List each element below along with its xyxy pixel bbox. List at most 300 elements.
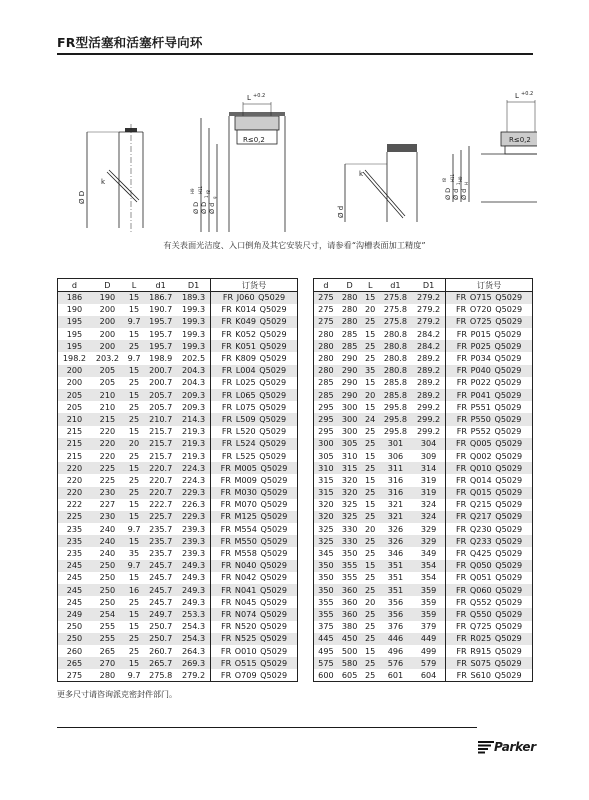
right-d1-sub: 1 bbox=[456, 182, 461, 185]
table-cell: 319 bbox=[420, 474, 437, 485]
table-cell: 202.5 bbox=[181, 353, 206, 364]
table-cell: 351 bbox=[379, 560, 412, 572]
table-cell: 260.7 bbox=[149, 645, 173, 656]
table-row bbox=[314, 340, 533, 352]
table-cell: FR M009 Q5029 bbox=[211, 474, 298, 486]
table-cell: 254 bbox=[91, 608, 124, 620]
table-cell: 25 bbox=[124, 413, 144, 425]
table-cell: 25 bbox=[365, 353, 376, 364]
middle-D1-sub: 1 bbox=[204, 195, 209, 198]
table-cell: 200 bbox=[91, 316, 124, 328]
table-cell: 359 bbox=[412, 584, 446, 596]
middle-diagram-group bbox=[190, 93, 285, 232]
table-cell: 199.3 bbox=[181, 304, 206, 315]
table-cell: 325 bbox=[314, 535, 338, 547]
table-cell: 265 bbox=[99, 645, 116, 656]
installation-note: 有关表面光洁度、入口倒角及其它安装尺寸，请参看“沟槽表面加工精度” bbox=[163, 240, 426, 250]
table-cell: FR P550 Q5029 bbox=[446, 413, 533, 425]
table-cell: 449 bbox=[412, 633, 446, 645]
table-cell: FR P025 Q5029 bbox=[446, 340, 533, 352]
table-cell: 250.7 bbox=[149, 621, 173, 632]
table-cell: FR N040 Q5029 bbox=[211, 560, 298, 572]
table-cell: FR R915 Q5029 bbox=[446, 645, 533, 657]
column-header: D1 bbox=[412, 279, 446, 292]
table-cell: 25 bbox=[128, 450, 140, 461]
table-cell: FR O010 Q5029 bbox=[211, 645, 298, 657]
dimension-table-right bbox=[313, 278, 533, 682]
table-row bbox=[58, 413, 298, 425]
table-cell: 255 bbox=[99, 621, 116, 632]
table-cell: 360 bbox=[338, 608, 362, 620]
table-cell: 280.8 bbox=[383, 328, 408, 339]
table-cell: 249.3 bbox=[181, 596, 206, 607]
table-cell: 9.7 bbox=[127, 353, 141, 364]
table-row bbox=[58, 523, 298, 535]
middle-dg-sub: g bbox=[212, 196, 217, 199]
table-cell: 299.2 bbox=[412, 413, 446, 425]
table-cell: 25 bbox=[361, 633, 378, 645]
table-cell: 195 bbox=[66, 328, 83, 339]
table-cell: 25 bbox=[361, 608, 378, 620]
table-row bbox=[58, 572, 298, 584]
table-cell: 245 bbox=[66, 596, 83, 607]
table-cell: 275 bbox=[66, 669, 83, 680]
table-cell: 205 bbox=[66, 401, 83, 412]
right-D-label: Ø D bbox=[444, 187, 452, 200]
table-row bbox=[314, 292, 533, 304]
table-row bbox=[314, 608, 533, 620]
table-cell: 255 bbox=[91, 633, 124, 645]
table-cell: 265.7 bbox=[144, 657, 177, 669]
table-cell: 320 bbox=[338, 487, 362, 499]
table-cell: 220 bbox=[58, 462, 91, 474]
table-cell: 280.8 bbox=[379, 340, 412, 352]
table-row bbox=[314, 633, 533, 645]
table-cell: 330 bbox=[338, 535, 362, 547]
table-cell: 229.3 bbox=[177, 511, 210, 523]
table-cell: 304 bbox=[412, 438, 446, 450]
table-cell: FR N045 Q5029 bbox=[211, 596, 298, 608]
table-cell: 250 bbox=[99, 572, 116, 583]
right-dh-sup: H9 bbox=[458, 176, 463, 182]
table-cell: 445 bbox=[314, 633, 338, 645]
table-cell: 204.3 bbox=[177, 365, 210, 377]
table-cell: 450 bbox=[338, 633, 362, 645]
table-cell: 215.7 bbox=[149, 426, 173, 437]
table-row bbox=[58, 316, 298, 328]
table-cell: 210 bbox=[58, 413, 91, 425]
table-row bbox=[58, 547, 298, 559]
table-cell: FR Q005 Q5029 bbox=[446, 438, 533, 450]
table-cell: 351 bbox=[379, 584, 412, 596]
left-diagram-group bbox=[78, 124, 143, 232]
table-row bbox=[58, 462, 298, 474]
table-cell: 316 bbox=[379, 487, 412, 499]
table-cell: FR N042 Q5029 bbox=[211, 572, 298, 584]
table-cell: 355 bbox=[338, 560, 362, 572]
table-row bbox=[314, 499, 533, 511]
table-cell: FR K051 Q5029 bbox=[211, 340, 298, 352]
table-cell: 220 bbox=[99, 450, 116, 461]
table-cell: 280 bbox=[341, 304, 358, 315]
table-row bbox=[314, 547, 533, 559]
table-row bbox=[58, 377, 298, 389]
table-cell: 245.7 bbox=[144, 560, 177, 572]
table-cell: 205 bbox=[91, 365, 124, 377]
table-row bbox=[58, 389, 298, 401]
table-cell: 222.7 bbox=[149, 499, 173, 510]
table-cell: 249.3 bbox=[181, 572, 206, 583]
table-cell: FR O515 Q5029 bbox=[211, 657, 298, 669]
table-cell: FR L025 Q5029 bbox=[211, 377, 298, 389]
table-cell: 20 bbox=[365, 304, 376, 315]
right-d1-label: Ø d bbox=[452, 188, 460, 200]
table-cell: 284.2 bbox=[412, 340, 446, 352]
table-cell: 235.7 bbox=[149, 523, 173, 534]
table-cell: 575 bbox=[314, 657, 338, 669]
table-cell: 270 bbox=[91, 657, 124, 669]
table-cell: 25 bbox=[361, 511, 378, 523]
table-cell: 195.7 bbox=[144, 316, 177, 328]
table-row bbox=[314, 304, 533, 316]
table-cell: 285 bbox=[338, 340, 362, 352]
table-row bbox=[314, 352, 533, 364]
table-cell: 227 bbox=[99, 499, 116, 510]
table-cell: FR M554 Q5029 bbox=[211, 523, 298, 535]
table-cell: 280.8 bbox=[383, 353, 408, 364]
table-cell: FR Q215 Q5029 bbox=[446, 499, 533, 511]
installation-diagram bbox=[57, 72, 537, 242]
table-cell: 235.7 bbox=[144, 535, 177, 547]
table-row bbox=[58, 608, 298, 620]
table-cell: 15 bbox=[361, 292, 378, 304]
table-cell: FR M125 Q5029 bbox=[211, 511, 298, 523]
table-cell: 326 bbox=[379, 535, 412, 547]
middle-L-tol: +0.2 bbox=[253, 93, 266, 99]
table-cell: 245 bbox=[58, 584, 91, 596]
table-row bbox=[58, 474, 298, 486]
table-cell: 25 bbox=[124, 340, 144, 352]
table-cell: 295 bbox=[318, 401, 334, 412]
table-cell: FR O715 Q5029 bbox=[446, 292, 533, 304]
table-cell: FR J060 Q5029 bbox=[211, 292, 298, 304]
table-cell: 320 bbox=[318, 499, 334, 510]
table-cell: FR N074 Q5029 bbox=[211, 608, 298, 620]
middle-dg-label: Ø d bbox=[208, 202, 216, 214]
table-cell: FR Q233 Q5029 bbox=[446, 535, 533, 547]
table-cell: 325 bbox=[338, 511, 362, 523]
table-cell: 239.3 bbox=[181, 548, 206, 559]
table-row bbox=[314, 621, 533, 633]
table-cell: 15 bbox=[361, 560, 378, 572]
table-cell: FR M558 Q5029 bbox=[211, 547, 298, 559]
table-cell: FR N525 Q5029 bbox=[211, 633, 298, 645]
table-cell: 249.3 bbox=[177, 560, 210, 572]
table-cell: 220 bbox=[91, 438, 124, 450]
table-cell: 25 bbox=[128, 645, 140, 656]
table-cell: 285 bbox=[314, 389, 338, 401]
column-header: L bbox=[361, 279, 378, 292]
table-cell: 299.2 bbox=[417, 401, 441, 412]
table-cell: FR Q015 Q5029 bbox=[446, 487, 533, 499]
table-cell: 200 bbox=[66, 377, 83, 388]
right-L-tol: +0.2 bbox=[521, 91, 534, 97]
table-cell: 25 bbox=[124, 487, 144, 499]
table-cell: 601 bbox=[387, 669, 404, 680]
table-cell: 200.7 bbox=[144, 365, 177, 377]
table-cell: 289.2 bbox=[412, 389, 446, 401]
table-cell: 290 bbox=[341, 353, 358, 364]
right-dh-label: Ø d bbox=[460, 188, 468, 200]
table-cell: 15 bbox=[128, 499, 140, 510]
table-cell: 199.3 bbox=[177, 316, 210, 328]
table-row bbox=[314, 413, 533, 425]
table-row bbox=[314, 474, 533, 486]
table-cell: 275.8 bbox=[149, 669, 173, 680]
table-cell: FR Q725 Q5029 bbox=[446, 621, 533, 633]
table-cell: FR P015 Q5029 bbox=[446, 328, 533, 340]
table-cell: 25 bbox=[365, 621, 376, 632]
table-cell: FR M005 Q5029 bbox=[211, 462, 298, 474]
table-cell: 285.8 bbox=[379, 389, 412, 401]
table-cell: FR O720 Q5029 bbox=[446, 304, 533, 316]
table-row bbox=[314, 462, 533, 474]
table-cell: 295.8 bbox=[383, 426, 408, 437]
table-cell: FR M550 Q5029 bbox=[211, 535, 298, 547]
table-row bbox=[58, 292, 298, 304]
table-row bbox=[58, 426, 298, 438]
table-row bbox=[58, 438, 298, 450]
table-cell: 280 bbox=[314, 365, 338, 377]
table-cell: FR K014 Q5029 bbox=[211, 304, 298, 316]
table-cell: 25 bbox=[365, 426, 376, 437]
right-d1-sup: H11 bbox=[450, 173, 455, 182]
table-row bbox=[58, 450, 298, 462]
table-cell: 245 bbox=[58, 560, 91, 572]
table-cell: 25 bbox=[361, 487, 378, 499]
table-cell: 25 bbox=[365, 669, 376, 680]
table-cell: 186 bbox=[58, 292, 91, 304]
column-header: d bbox=[314, 279, 338, 292]
table-cell: 15 bbox=[124, 292, 144, 304]
table-cell: FR Q425 Q5029 bbox=[446, 547, 533, 559]
table-row bbox=[314, 450, 533, 462]
table-header-row bbox=[58, 279, 298, 292]
parker-logo-wordmark: Parker bbox=[494, 740, 536, 754]
table-cell: 25 bbox=[128, 401, 140, 412]
table-cell: 199.3 bbox=[181, 328, 206, 339]
table-cell: 245.7 bbox=[149, 596, 173, 607]
table-cell: 219.3 bbox=[181, 450, 206, 461]
table-row bbox=[314, 438, 533, 450]
table-cell: 235.7 bbox=[149, 548, 173, 559]
table-cell: 224.3 bbox=[181, 474, 206, 485]
table-row bbox=[58, 657, 298, 669]
table-cell: 220 bbox=[66, 474, 83, 485]
table-cell: 204.3 bbox=[181, 377, 206, 388]
table-cell: 15 bbox=[365, 474, 376, 485]
table-cell: 220.7 bbox=[144, 487, 177, 499]
table-cell: 380 bbox=[341, 621, 358, 632]
table-cell: 280 bbox=[99, 669, 116, 680]
table-cell: 15 bbox=[124, 511, 144, 523]
table-cell: 305 bbox=[338, 438, 362, 450]
table-cell: 15 bbox=[128, 621, 140, 632]
table-cell: 25 bbox=[361, 462, 378, 474]
table-cell: FR Q051 Q5029 bbox=[446, 572, 533, 584]
table-row bbox=[58, 365, 298, 377]
table-cell: 9.7 bbox=[127, 523, 141, 534]
table-cell: 240 bbox=[91, 535, 124, 547]
table-row bbox=[58, 499, 298, 511]
table-cell: FR L524 Q5029 bbox=[211, 438, 298, 450]
table-cell: FR Q010 Q5029 bbox=[446, 462, 533, 474]
table-cell: FR L004 Q5029 bbox=[211, 365, 298, 377]
middle-D-label: Ø D bbox=[192, 201, 200, 214]
table-cell: 15 bbox=[124, 389, 144, 401]
middle-D1-label: Ø D bbox=[200, 201, 208, 214]
table-cell: FR L520 Q5029 bbox=[211, 426, 298, 438]
table-cell: 345 bbox=[318, 548, 334, 559]
footnote: 更多尺寸请咨询派克密封件部门。 bbox=[57, 690, 177, 699]
table-cell: 290 bbox=[341, 377, 358, 388]
middle-D-sup: H9 bbox=[190, 188, 195, 194]
table-cell: 350 bbox=[318, 572, 334, 583]
column-header: D bbox=[338, 279, 362, 292]
table-cell: 239.3 bbox=[177, 535, 210, 547]
table-cell: 280 bbox=[318, 353, 334, 364]
table-cell: 350 bbox=[314, 560, 338, 572]
table-cell: 359 bbox=[412, 608, 446, 620]
table-row bbox=[314, 657, 533, 669]
table-cell: 300 bbox=[338, 413, 362, 425]
dimension-table-left bbox=[57, 278, 298, 682]
table-cell: 329 bbox=[412, 535, 446, 547]
table-cell: 346 bbox=[387, 548, 404, 559]
table-cell: 275.8 bbox=[379, 316, 412, 328]
table-cell: 360 bbox=[341, 596, 358, 607]
table-cell: 25 bbox=[361, 584, 378, 596]
table-cell: 25 bbox=[128, 377, 140, 388]
table-cell: 279.2 bbox=[412, 316, 446, 328]
page-title: FR型活塞和活塞杆导向环 bbox=[57, 35, 203, 50]
table-cell: 325 bbox=[318, 523, 334, 534]
column-header: L bbox=[124, 279, 144, 292]
table-cell: 25 bbox=[365, 572, 376, 583]
table-row bbox=[58, 328, 298, 340]
column-header: D1 bbox=[177, 279, 210, 292]
table-cell: FR K052 Q5029 bbox=[211, 328, 298, 340]
table-cell: 189.3 bbox=[177, 292, 210, 304]
table-cell: 496 bbox=[387, 645, 404, 656]
table-cell: 275.8 bbox=[383, 304, 408, 315]
table-cell: 9.7 bbox=[124, 560, 144, 572]
table-row bbox=[58, 560, 298, 572]
table-row bbox=[314, 316, 533, 328]
table-cell: 326 bbox=[387, 523, 404, 534]
table-cell: 250 bbox=[91, 560, 124, 572]
footer-rule bbox=[57, 727, 477, 728]
table-cell: FR Q552 Q5029 bbox=[446, 596, 533, 608]
table-cell: 25 bbox=[361, 657, 378, 669]
table-cell: 15 bbox=[124, 535, 144, 547]
table-cell: 314 bbox=[412, 462, 446, 474]
table-cell: 25 bbox=[361, 316, 378, 328]
table-cell: 354 bbox=[420, 572, 437, 583]
table-cell: 220 bbox=[99, 426, 116, 437]
table-cell: FR P040 Q5029 bbox=[446, 365, 533, 377]
table-cell: 269.3 bbox=[177, 657, 210, 669]
table-cell: 306 bbox=[387, 450, 404, 461]
table-cell: 25 bbox=[124, 633, 144, 645]
table-cell: FR Q550 Q5029 bbox=[446, 608, 533, 620]
table-cell: 285.8 bbox=[383, 377, 408, 388]
table-cell: 220.7 bbox=[149, 474, 173, 485]
table-cell: 15 bbox=[124, 462, 144, 474]
table-cell: 349 bbox=[420, 548, 437, 559]
table-cell: 195 bbox=[58, 316, 91, 328]
table-cell: 305 bbox=[318, 450, 334, 461]
table-cell: 239.3 bbox=[181, 523, 206, 534]
table-cell: 254.3 bbox=[177, 633, 210, 645]
table-cell: 280 bbox=[318, 328, 334, 339]
column-header: D bbox=[91, 279, 124, 292]
table-cell: 280 bbox=[314, 340, 338, 352]
table-cell: 311 bbox=[379, 462, 412, 474]
table-row bbox=[58, 645, 298, 657]
table-cell: 235 bbox=[66, 548, 83, 559]
table-row bbox=[314, 669, 533, 681]
table-cell: 290 bbox=[338, 365, 362, 377]
table-row bbox=[58, 669, 298, 681]
table-cell: 215.7 bbox=[144, 438, 177, 450]
table-cell: 220.7 bbox=[144, 462, 177, 474]
table-cell: 200 bbox=[99, 328, 116, 339]
column-header: d1 bbox=[144, 279, 177, 292]
table-cell: 16 bbox=[124, 584, 144, 596]
table-cell: 280 bbox=[338, 292, 362, 304]
table-cell: 200 bbox=[91, 340, 124, 352]
table-row bbox=[58, 596, 298, 608]
table-cell: 225 bbox=[58, 511, 91, 523]
table-cell: 240 bbox=[99, 548, 116, 559]
table-cell: 15 bbox=[365, 328, 376, 339]
table-cell: FR N041 Q5029 bbox=[211, 584, 298, 596]
table-cell: 230 bbox=[91, 487, 124, 499]
table-cell: 495 bbox=[318, 645, 334, 656]
table-cell: 20 bbox=[124, 438, 144, 450]
table-cell: 295 bbox=[314, 413, 338, 425]
table-cell: 15 bbox=[128, 572, 140, 583]
table-cell: 315 bbox=[314, 487, 338, 499]
table-cell: 235 bbox=[66, 523, 83, 534]
table-cell: 235 bbox=[58, 535, 91, 547]
table-cell: 250 bbox=[66, 621, 83, 632]
table-cell: 321 bbox=[379, 511, 412, 523]
table-cell: FR R025 Q5029 bbox=[446, 633, 533, 645]
table-row bbox=[58, 621, 298, 633]
table-cell: FR Q050 Q5029 bbox=[446, 560, 533, 572]
table-cell: 190 bbox=[91, 292, 124, 304]
right-d-label: Ø d bbox=[337, 205, 345, 218]
right-k-label: k bbox=[359, 170, 364, 178]
table-cell: 279.2 bbox=[417, 304, 441, 315]
table-cell: 25 bbox=[128, 474, 140, 485]
table-cell: 214.3 bbox=[177, 413, 210, 425]
table-cell: 20 bbox=[361, 389, 378, 401]
table-cell: 15 bbox=[128, 426, 140, 437]
table-cell: 215 bbox=[58, 438, 91, 450]
